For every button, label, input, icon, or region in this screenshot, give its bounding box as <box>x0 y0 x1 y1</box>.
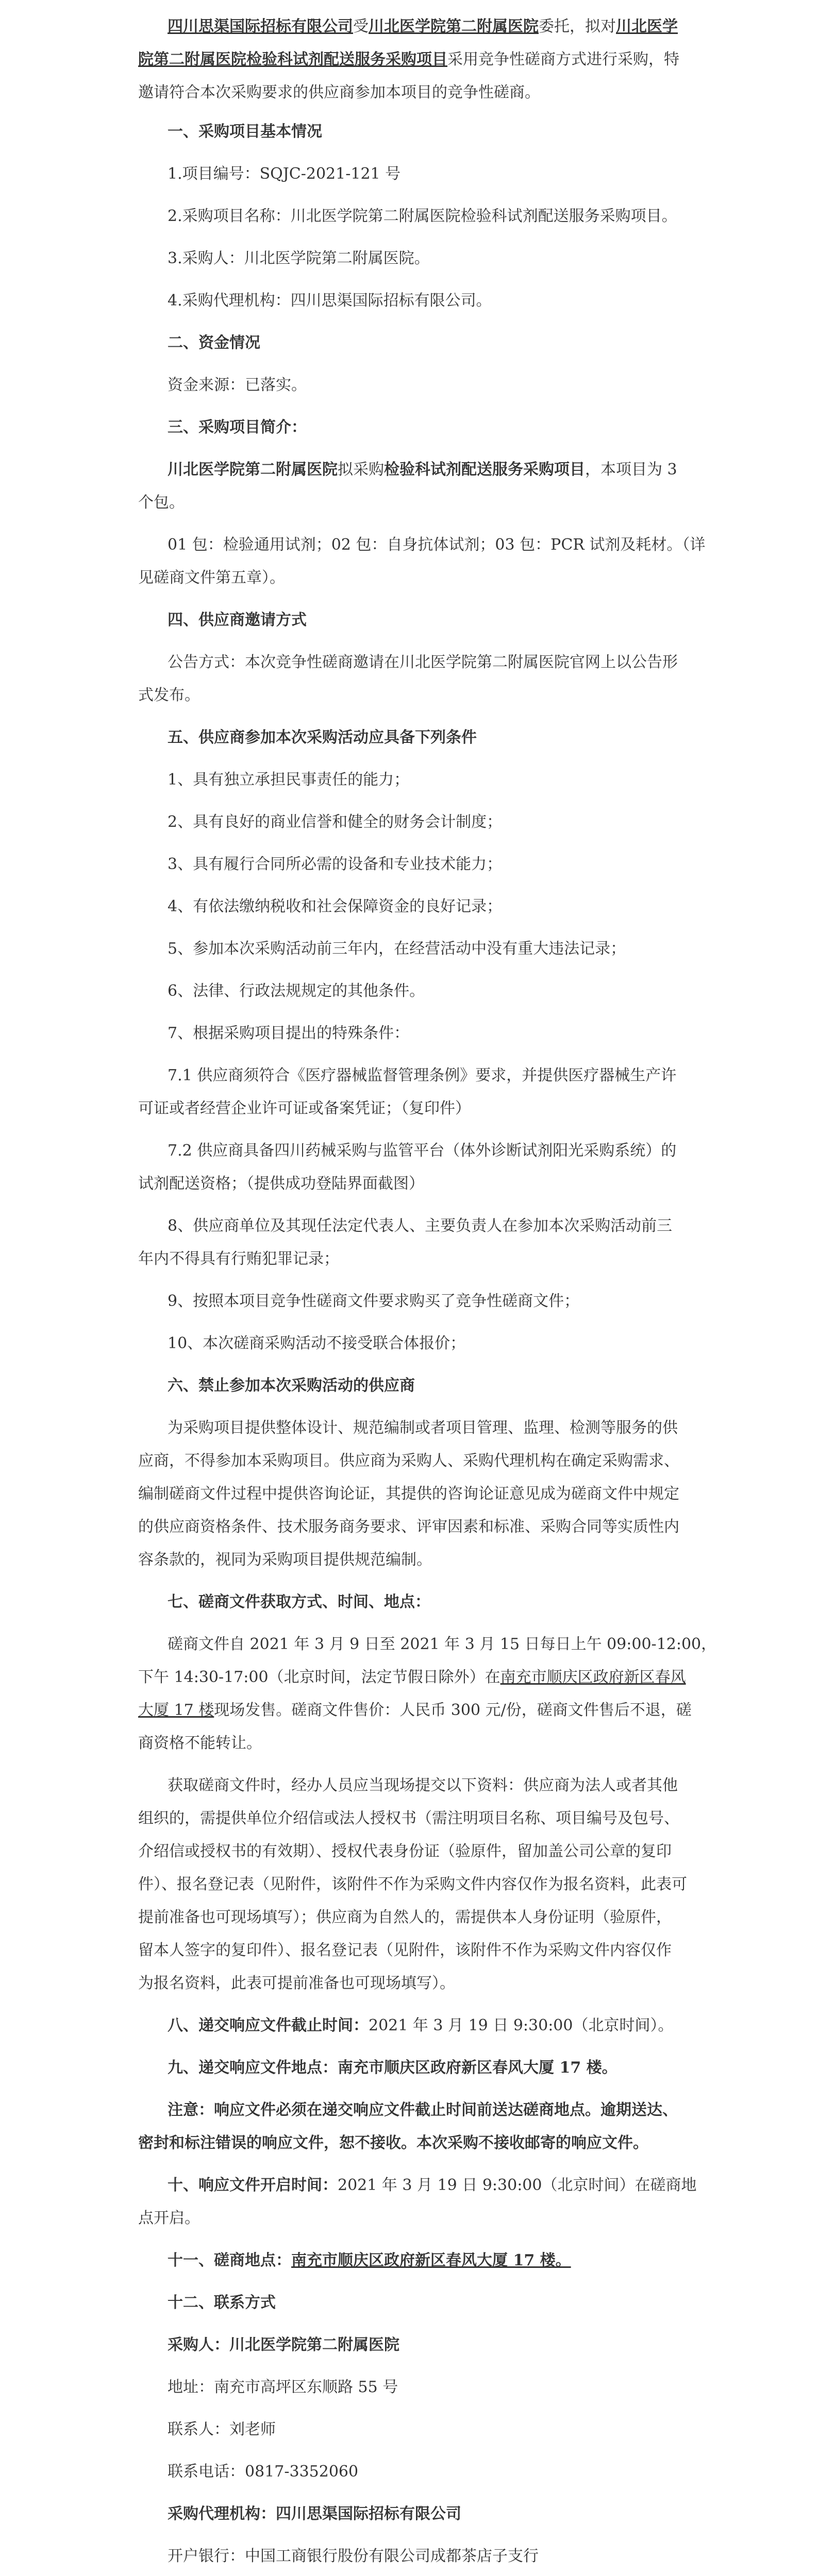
project-name-end: 院第二附属医院检验科试剂配送服务采购项目 <box>138 50 447 69</box>
s6-line: 容条款的，视同为采购项目提供规范编制。 <box>138 1551 432 1569</box>
s6-line: 编制磋商文件过程中提供咨询论证，其提供的咨询论证意见成为磋商文件中规定 <box>138 1485 679 1503</box>
section-10 <box>0 2168 818 2203</box>
section-11 <box>0 2243 818 2278</box>
intro-text: 委托，拟对 <box>539 18 616 36</box>
section-3-heading: 三、采购项目简介： <box>168 418 307 436</box>
section-2-heading: 二、资金情况 <box>168 334 260 352</box>
s3-line-1 <box>0 452 818 487</box>
intro-line-1 <box>0 9 818 44</box>
agency-name: 四川思渠国际招标有限公司 <box>168 18 353 36</box>
opening-time-value: 2021 年 3 月 19 日 9:30:00（北京时间）在磋商地 <box>338 2176 697 2194</box>
buyer-address: 地址：南充市高坪区东顺路 55 号 <box>168 2378 398 2396</box>
s5-line: 10、本次磋商采购活动不接受联合体报价； <box>168 1334 466 1352</box>
s5-line: 试剂配送资格；（提供成功登陆界面截图） <box>138 1175 424 1193</box>
s10-line-2: 点开启。 <box>138 2209 200 2227</box>
s5-line: 4、有依法缴纳税收和社会保障资金的良好记录； <box>168 897 503 916</box>
s4-line-1: 公告方式：本次竞争性磋商邀请在川北医学院第二附属医院官网上以公告形 <box>168 653 678 671</box>
sale-location-link-end[interactable]: 大厦 17 楼 <box>138 1701 214 1719</box>
s7-line-1: 磋商文件自 2021 年 3 月 9 日至 2021 年 3 月 15 日每日上午 09:00-12:00， <box>168 1635 717 1653</box>
s5-line: 5、参加本次采购活动前三年内，在经营活动中没有重大违法记录； <box>168 940 626 958</box>
intro-line-2 <box>0 42 818 77</box>
section-9-heading: 九、递交响应文件地点：南充市顺庆区政府新区春风大厦 17 楼。 <box>168 2059 617 2077</box>
s5-line: 9、按照本项目竞争性磋商文件要求购买了竞争性磋商文件； <box>168 1292 580 1310</box>
section-5-heading: 五、供应商参加本次采购活动应具备下列条件 <box>168 728 477 747</box>
s7-para-2: 获取磋商文件时，经办人员应当现场提交以下资料：供应商为法人或者其他 <box>168 1776 678 1794</box>
s6-line: 为采购项目提供整体设计、规范编制或者项目管理、监理、检测等服务的供 <box>168 1419 678 1437</box>
s7-line-3 <box>0 1693 818 1728</box>
buyer-contact: 联系人：刘老师 <box>168 2420 276 2438</box>
s6-line: 的供应商资格条件、技术服务商务要求、评审因素和标准、采购合同等实质性内 <box>138 1518 679 1536</box>
section-11-label: 十一、磋商地点： <box>168 2251 291 2269</box>
s3-line-2: 个包。 <box>138 494 185 512</box>
buyer-name: 川北医学院第二附属医院 <box>168 461 338 479</box>
s7-para-2: 留本人签字的复印件）、报名登记表（见附件，该附件不作为采购文件内容仅作 <box>138 1941 672 1959</box>
s7-para-2: 组织的，需提供单位介绍信或法人授权书（需注明项目名称、项目编号及包号、 <box>138 1809 679 1827</box>
s5-line: 年内不得具有行贿犯罪记录； <box>138 1250 339 1268</box>
s3-line-3: 01 包：检验通用试剂；02 包：自身抗体试剂；03 包：PCR 试剂及耗材。（详 <box>168 536 706 554</box>
intro-line-3: 邀请符合本次采购要求的供应商参加本项目的竞争性磋商。 <box>138 83 540 101</box>
section-12-heading: 十二、联系方式 <box>168 2294 276 2312</box>
section-4-heading: 四、供应商邀请方式 <box>168 611 307 629</box>
project-name-start: 川北医学 <box>616 18 678 36</box>
s5-line: 可证或者经营企业许可证或备案凭证；（复印件） <box>138 1099 471 1117</box>
section-7-heading: 七、磋商文件获取方式、时间、地点： <box>168 1593 430 1611</box>
s7-text: 现场发售。磋商文件售价：人民币 300 元/份，磋商文件售后不退，磋 <box>214 1701 692 1719</box>
sale-location-link[interactable]: 南充市顺庆区政府新区春风 <box>500 1668 686 1686</box>
s7-para-2: 介绍信或授权书的有效期）、授权代表身份证（验原件，留加盖公司公章的复印 <box>138 1842 672 1860</box>
project-name: 检验科试剂配送服务采购项目 <box>384 461 585 479</box>
section-10-label: 十、响应文件开启时间： <box>168 2176 338 2194</box>
s5-line: 2、具有良好的商业信誉和健全的财务会计制度； <box>168 813 503 831</box>
s1-item: 4.采购代理机构：四川思渠国际招标有限公司。 <box>168 292 492 310</box>
buyer-name: 川北医学院第二附属医院 <box>369 18 539 36</box>
agent-bank: 开户银行：中国工商银行股份有限公司成都茶店子支行 <box>168 2547 539 2565</box>
funding-source: 资金来源：已落实。 <box>168 376 307 394</box>
section-1-heading: 一、采购项目基本情况 <box>168 123 322 141</box>
s7-line-2 <box>0 1660 818 1695</box>
s9-notice-line-2: 密封和标注错误的响应文件，恕不接收。本次采购不接收邮寄的响应文件。 <box>138 2134 648 2152</box>
section-8 <box>0 2008 818 2043</box>
s1-item: 2.采购项目名称：川北医学院第二附属医院检验科试剂配送服务采购项目。 <box>168 207 677 225</box>
s3-line-4: 见磋商文件第五章）。 <box>138 569 285 587</box>
s7-para-2: 提前准备也可现场填写）；供应商为自然人的，需提供本人身份证明（验原件， <box>138 1908 672 1926</box>
deadline-value: 2021 年 3 月 19 日 9:30:00（北京时间）。 <box>369 2016 674 2035</box>
buyer-title: 采购人：川北医学院第二附属医院 <box>168 2336 399 2354</box>
venue-link[interactable]: 南充市顺庆区政府新区春风大厦 17 楼。 <box>291 2251 571 2269</box>
s5-line: 6、法律、行政法规规定的其他条件。 <box>168 982 425 1000</box>
agent-title: 采购代理机构：四川思渠国际招标有限公司 <box>168 2505 461 2523</box>
s5-line: 1、具有独立承担民事责任的能力； <box>168 771 410 789</box>
s7-para-2: 件）、报名登记表（见附件，该附件不作为采购文件内容仅作为报名资料，此表可 <box>138 1875 687 1893</box>
buyer-phone: 联系电话：0817-3352060 <box>168 2463 359 2481</box>
s1-item: 1.项目编号：SQJC-2021-121 号 <box>168 165 401 183</box>
s5-line: 7、根据采购项目提出的特殊条件： <box>168 1024 410 1042</box>
s5-line: 3、具有履行合同所必需的设备和专业技术能力； <box>168 855 503 873</box>
s3-text: 拟采购 <box>338 461 384 479</box>
section-8-label: 八、递交响应文件截止时间： <box>168 2016 369 2035</box>
s6-line: 应商，不得参加本采购项目。供应商为采购人、采购代理机构在确定采购需求、 <box>138 1452 679 1470</box>
s9-notice-line-1: 注意：响应文件必须在递交响应文件截止时间前送达磋商地点。逾期送达、 <box>168 2101 678 2119</box>
section-6-heading: 六、禁止参加本次采购活动的供应商 <box>168 1377 415 1395</box>
s3-text: ，本项目为 3 <box>585 461 677 479</box>
s4-line-2: 式发布。 <box>138 686 200 704</box>
s5-line: 8、供应商单位及其现任法定代表人、主要负责人在参加本次采购活动前三 <box>168 1217 673 1235</box>
intro-text: 受 <box>353 18 369 36</box>
s7-para-2: 为报名资料，此表可提前准备也可现场填写）。 <box>138 1974 455 1992</box>
s7-text: 下午 14:30-17:00（北京时间，法定节假日除外）在 <box>138 1668 500 1686</box>
s1-item: 3.采购人：川北医学院第二附属医院。 <box>168 249 430 267</box>
s5-line: 7.2 供应商具备四川药械采购与监管平台（体外诊断试剂阳光采购系统）的 <box>168 1142 677 1160</box>
intro-text: 采用竞争性磋商方式进行采购，特 <box>447 50 679 69</box>
s7-line-4: 商资格不能转让。 <box>138 1734 262 1752</box>
s5-line: 7.1 供应商须符合《医疗器械监督管理条例》要求，并提供医疗器械生产许 <box>168 1066 677 1084</box>
